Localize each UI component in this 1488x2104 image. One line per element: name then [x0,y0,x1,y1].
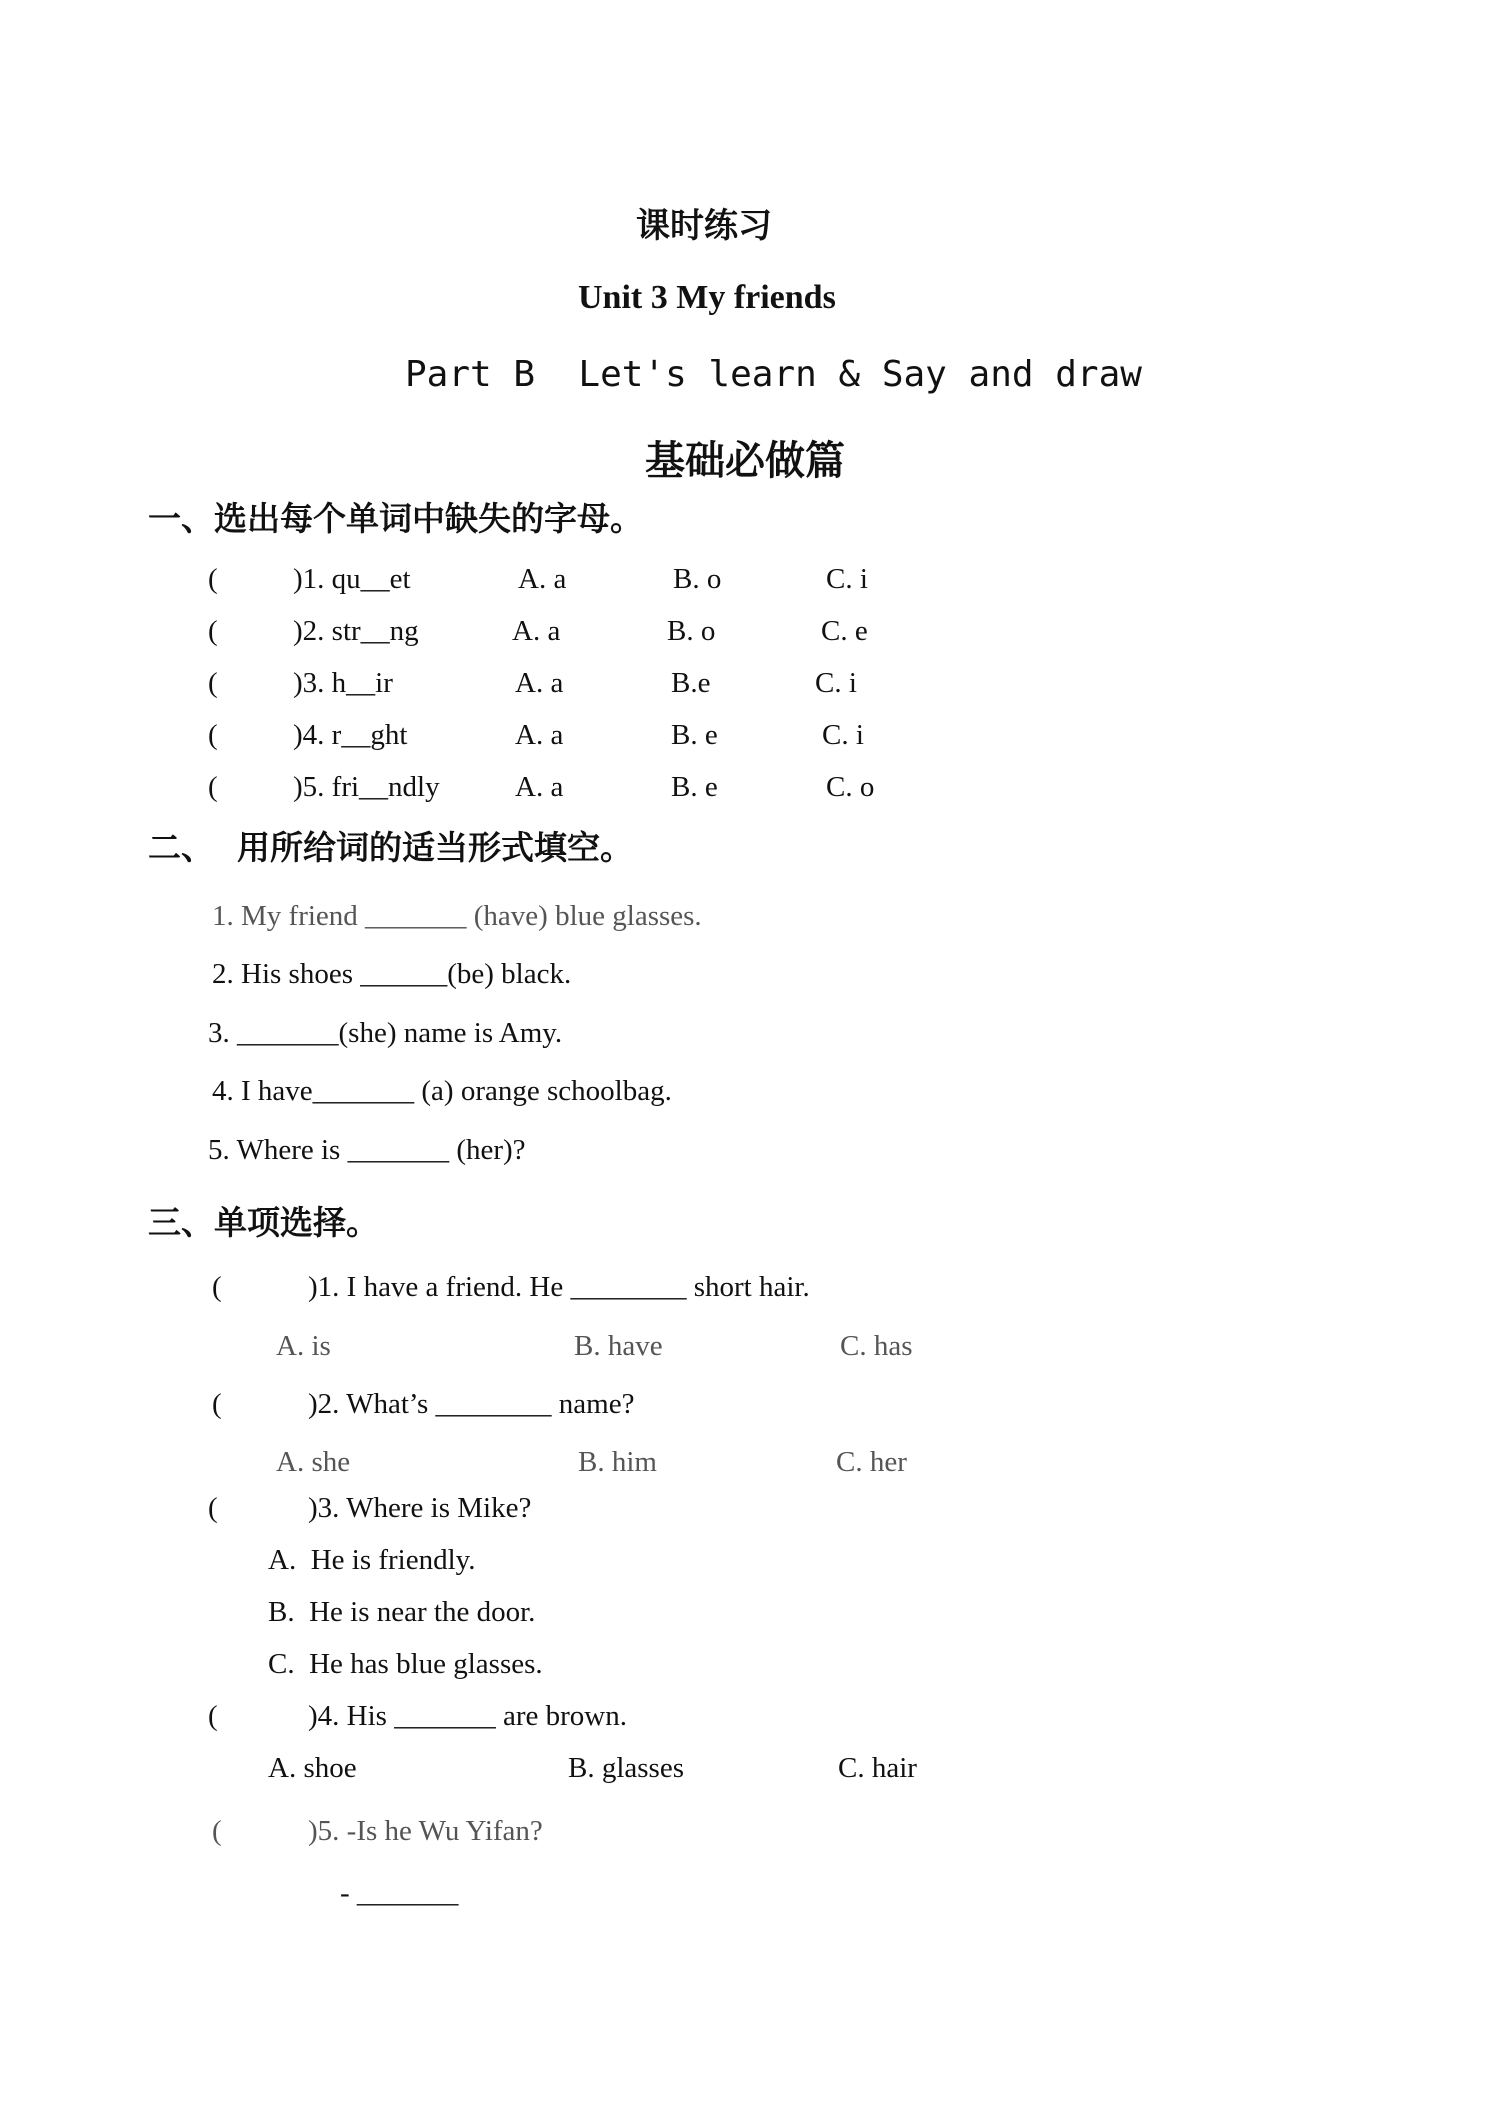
option-c: C. hair [838,1752,917,1784]
question-text: )1. I have a friend. He ________ short hair. [308,1271,810,1303]
section2-heading-number: 二、 [148,828,214,867]
option-c: C. has [840,1330,913,1362]
question-text: )5. -Is he Wu Yifan? [308,1815,543,1847]
answer-blank[interactable]: - _______ [340,1877,459,1909]
option-a: A. He is friendly. [268,1544,476,1576]
option-c: C. e [821,615,868,647]
option-c: C. her [836,1446,907,1478]
option-c: C. He has blue glasses. [268,1648,543,1680]
option-c: C. o [826,771,875,803]
option-a: A. a [515,667,564,699]
section2-heading: 用所给词的适当形式填空。 [237,828,633,867]
answer-paren[interactable]: ( [208,615,218,647]
option-a: A. a [515,771,564,803]
answer-paren[interactable]: ( [208,1492,218,1524]
part-title: Part B Let's learn & Say and draw [405,354,1142,395]
option-a: A. a [512,615,561,647]
option-b: B. glasses [568,1752,684,1784]
fill-blank-item[interactable]: 4. I have_______ (a) orange schoolbag. [212,1075,672,1107]
question-text: )5. fri__ndly [293,771,440,803]
answer-paren[interactable]: ( [208,1700,218,1732]
section1-heading: 一、选出每个单词中缺失的字母。 [148,499,643,538]
option-c: C. i [826,563,868,595]
fill-blank-item[interactable]: 5. Where is _______ (her)? [208,1134,526,1166]
question-text: )3. h__ir [293,667,393,699]
answer-paren[interactable]: ( [212,1388,222,1420]
question-text: )4. His _______ are brown. [308,1700,627,1732]
answer-paren[interactable]: ( [208,563,218,595]
answer-paren[interactable]: ( [212,1815,222,1847]
option-a: A. a [518,563,567,595]
unit-title: Unit 3 My friends [578,279,836,316]
option-b: B. o [673,563,722,595]
answer-paren[interactable]: ( [208,667,218,699]
option-b: B. o [667,615,716,647]
question-text: )4. r__ght [293,719,408,751]
option-c: C. i [815,667,857,699]
question-text: )1. qu__et [293,563,411,595]
question-text: )2. str__ng [293,615,419,647]
option-b: B. e [671,771,718,803]
basic-section-title: 基础必做篇 [645,438,845,484]
option-a: A. she [276,1446,351,1478]
option-b: B. He is near the door. [268,1596,536,1628]
option-a: A. shoe [268,1752,357,1784]
fill-blank-item[interactable]: 3. _______(she) name is Amy. [208,1017,563,1049]
answer-paren[interactable]: ( [208,719,218,751]
option-b: B. have [574,1330,663,1362]
option-b: B. e [671,719,718,751]
section3-heading: 三、单项选择。 [148,1203,379,1242]
fill-blank-item[interactable]: 2. His shoes ______(be) black. [212,958,572,990]
question-text: )2. What’s ________ name? [308,1388,635,1420]
fill-blank-item[interactable]: 1. My friend _______ (have) blue glasses. [212,900,702,932]
option-a: A. is [276,1330,331,1362]
option-b: B. him [578,1446,657,1478]
answer-paren[interactable]: ( [212,1271,222,1303]
option-b: B.e [671,667,711,699]
option-a: A. a [515,719,564,751]
option-c: C. i [822,719,864,751]
answer-paren[interactable]: ( [208,771,218,803]
question-text: )3. Where is Mike? [308,1492,532,1524]
worksheet-title: 课时练习 [636,206,772,246]
